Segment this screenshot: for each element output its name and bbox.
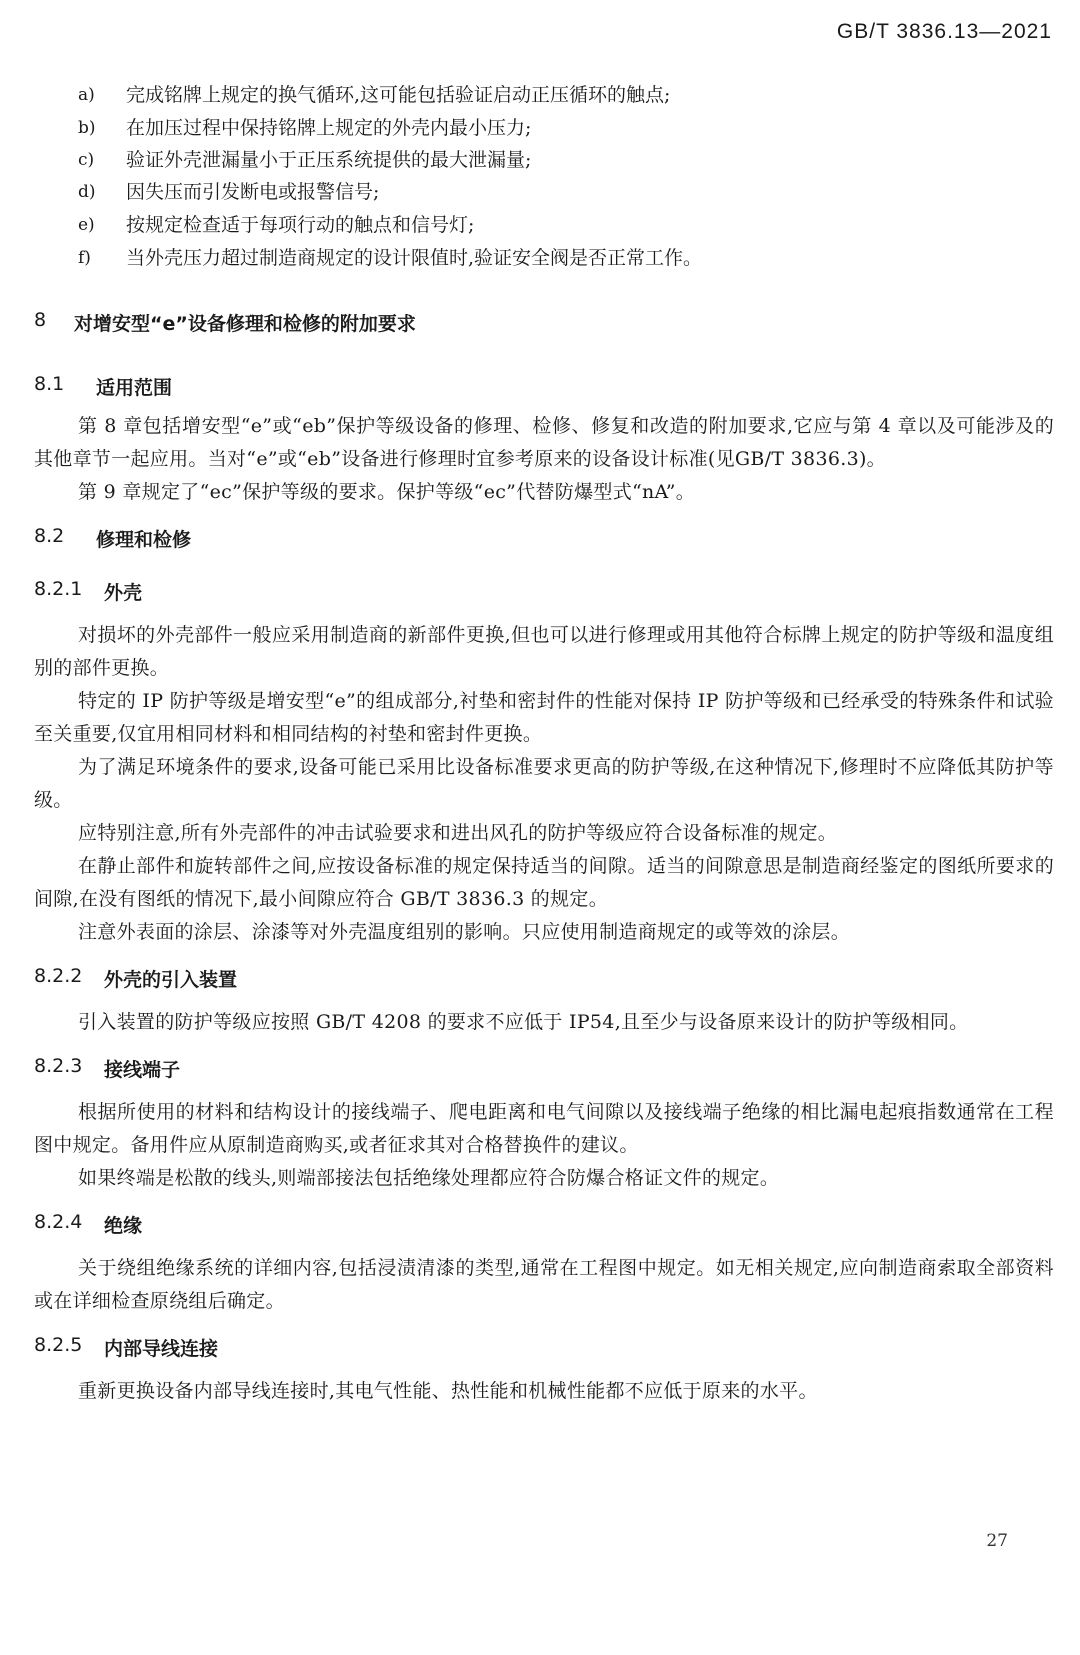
section-heading-8-2 [34, 525, 1054, 552]
paragraph: 为了满足环境条件的要求,设备可能已采用比设备标准要求更高的防护等级,在这种情况下,修理时不应降低其防护等级。 [34, 756, 1054, 811]
list-text: 完成铭牌上规定的换气循环,这可能包括验证启动正压循环的触点; [126, 84, 671, 106]
list-text: 当外壳压力超过制造商规定的设计限值时,验证安全阀是否正常工作。 [126, 247, 703, 269]
section-number: 8.2.5 [34, 1334, 83, 1356]
paragraph: 第 8 章包括增安型“e”或“eb”保护等级设备的修理、检修、修复和改造的附加要求,它应与第 4 章以及可能涉及的其他章节一起应用。当对“e”或“eb”设备进行修理时宜参考原来的设备设计标准(见GB/T 3836.3)。 [34, 415, 1054, 470]
list-text: 验证外壳泄漏量小于正压系统提供的最大泄漏量; [126, 149, 532, 171]
section-title: 对增安型“e”设备修理和检修的附加要求 [74, 313, 416, 335]
section-body [34, 1375, 1054, 1408]
list-text: 按规定检查适于每项行动的触点和信号灯; [126, 214, 475, 236]
standard-number: GB/T 3836.13—2021 [836, 20, 1052, 43]
list-marker: c) [78, 150, 95, 170]
paragraph: 对损坏的外壳部件一般应采用制造商的新部件更换,但也可以进行修理或用其他符合标牌上规定的防护等级和温度组别的部件更换。 [34, 624, 1054, 679]
paragraph: 如果终端是松散的线头,则端部接法包括绝缘处理都应符合防爆合格证文件的规定。 [78, 1167, 780, 1189]
list-marker: a) [78, 85, 95, 105]
list-item [34, 175, 1054, 209]
paragraph: 重新更换设备内部导线连接时,其电气性能、热性能和机械性能都不应低于原来的水平。 [78, 1380, 818, 1402]
section-heading-8-2-2 [34, 965, 1054, 992]
section-heading-8-1 [34, 373, 1054, 400]
list-item [34, 111, 1054, 145]
section-title: 接线端子 [104, 1059, 181, 1081]
section-number: 8.2.1 [34, 578, 83, 600]
checklist [34, 78, 1054, 275]
section-number: 8 [34, 309, 47, 331]
section-heading-8-2-3 [34, 1055, 1054, 1082]
list-item [34, 241, 1054, 275]
paragraph: 注意外表面的涂层、涂漆等对外壳温度组别的影响。只应使用制造商规定的或等效的涂层。 [78, 921, 851, 943]
paragraph: 在静止部件和旋转部件之间,应按设备标准的规定保持适当的间隙。适当的间隙意思是制造商经鉴定的图纸所要求的间隙,在没有图纸的情况下,最小间隙应符合 GB/T 3836.3 的规定。 [34, 855, 1054, 910]
list-marker: d) [78, 182, 96, 202]
paragraph: 特定的 IP 防护等级是增安型“e”的组成部分,衬垫和密封件的性能对保持 IP 防护等级和已经承受的特殊条件和试验至关重要,仅宜用相同材料和相同结构的衬垫和密封件更换。 [34, 690, 1054, 745]
section-heading-8-2-5 [34, 1334, 1054, 1361]
section-body [34, 619, 1054, 949]
section-heading-8-2-1 [34, 578, 1054, 605]
section-title: 修理和检修 [96, 529, 192, 551]
section-heading-8-2-4 [34, 1211, 1054, 1238]
paragraph: 引入装置的防护等级应按照 GB/T 4208 的要求不应低于 IP54,且至少与设备原来设计的防护等级相同。 [78, 1011, 969, 1033]
section-title: 适用范围 [96, 377, 173, 399]
list-item [34, 208, 1054, 242]
list-marker: f) [78, 248, 91, 268]
paragraph: 关于绕组绝缘系统的详细内容,包括浸渍清漆的类型,通常在工程图中规定。如无相关规定,应向制造商索取全部资料或在详细检查原绕组后确定。 [34, 1257, 1054, 1312]
section-body [34, 410, 1054, 509]
section-heading-8 [34, 309, 1054, 336]
list-item [34, 143, 1054, 177]
section-number: 8.2 [34, 525, 65, 547]
section-number: 8.2.3 [34, 1055, 83, 1077]
document-body [34, 78, 1054, 1408]
paragraph: 第 9 章规定了“ec”保护等级的要求。保护等级“ec”代替防爆型式“nA”。 [78, 481, 696, 503]
paragraph: 应特别注意,所有外壳部件的冲击试验要求和进出风孔的防护等级应符合设备标准的规定。 [78, 822, 838, 844]
section-title: 内部导线连接 [104, 1338, 219, 1360]
section-body [34, 1006, 1054, 1039]
section-body [34, 1252, 1054, 1318]
list-text: 因失压而引发断电或报警信号; [126, 181, 380, 203]
list-item [34, 78, 1054, 112]
list-marker: e) [78, 215, 95, 235]
section-body [34, 1096, 1054, 1195]
section-title: 外壳 [104, 582, 143, 604]
page-number: 27 [986, 1531, 1008, 1551]
list-text: 在加压过程中保持铭牌上规定的外壳内最小压力; [126, 117, 532, 139]
section-title: 绝缘 [104, 1215, 143, 1237]
section-number: 8.1 [34, 373, 65, 395]
list-marker: b) [78, 118, 96, 138]
section-title: 外壳的引入装置 [104, 969, 238, 991]
paragraph: 根据所使用的材料和结构设计的接线端子、爬电距离和电气间隙以及接线端子绝缘的相比漏电起痕指数通常在工程图中规定。备用件应从原制造商购买,或者征求其对合格替换件的建议。 [34, 1101, 1054, 1156]
section-number: 8.2.2 [34, 965, 83, 987]
section-number: 8.2.4 [34, 1211, 83, 1233]
